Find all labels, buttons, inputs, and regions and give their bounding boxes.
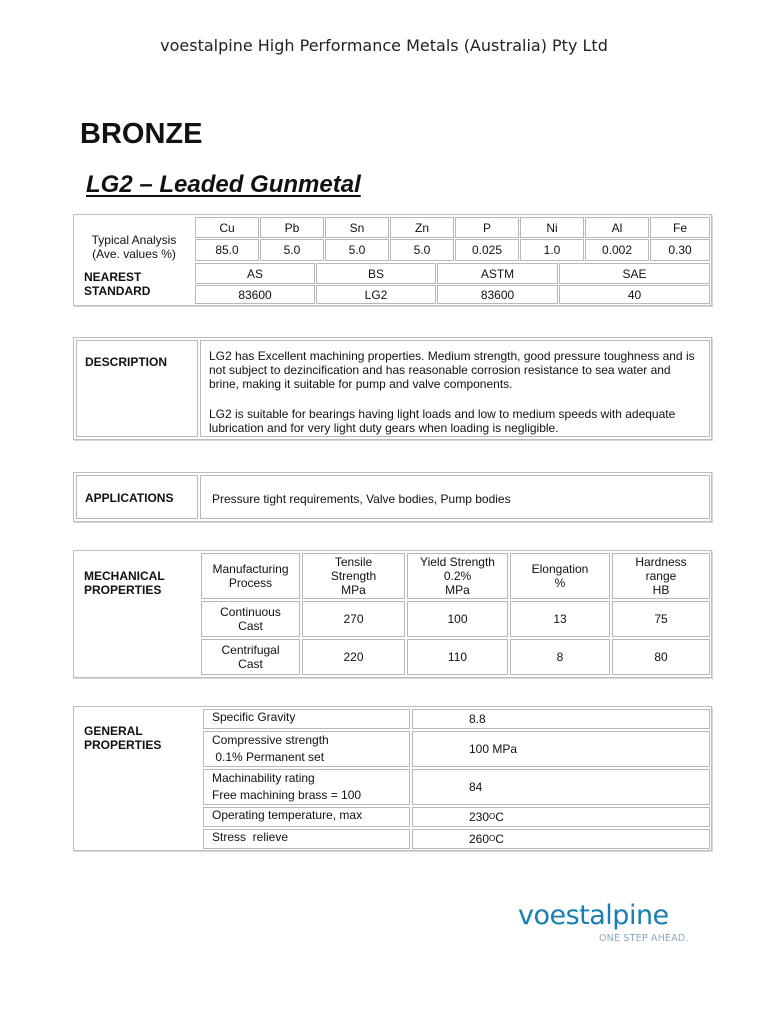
standard-header: ASTM bbox=[437, 263, 558, 284]
element-value: 85.0 bbox=[195, 239, 259, 261]
standard-header: SAE bbox=[559, 263, 710, 284]
header-yield-strength: Yield Strength 0.2% MPa bbox=[407, 553, 508, 599]
typical-analysis-label: Typical Analysis (Ave. values %) bbox=[91, 233, 177, 261]
property-value: 100 MPa bbox=[412, 731, 710, 767]
element-header: Cu bbox=[195, 217, 259, 238]
header-elongation: Elongation % bbox=[510, 553, 610, 599]
element-header: Sn bbox=[325, 217, 389, 238]
logo-wordmark: voestalpine bbox=[518, 900, 669, 931]
description-paragraph-2: LG2 is suitable for bearings having light loads and low to medium speeds with adequate lubrication and for very light duty gears when loading is negligible. bbox=[209, 407, 676, 435]
property-name: Operating temperature, max bbox=[203, 807, 410, 827]
property-value: 84 bbox=[412, 769, 710, 805]
nearest-standard-label: NEAREST STANDARD bbox=[84, 270, 151, 298]
applications-text: Pressure tight requirements, Valve bodies, Pump bodies bbox=[212, 492, 511, 506]
general-properties-table bbox=[73, 706, 712, 851]
composition-table bbox=[73, 214, 712, 306]
description-section bbox=[73, 337, 712, 440]
description-label: DESCRIPTION bbox=[85, 355, 168, 369]
applications-text-cell bbox=[200, 475, 710, 519]
element-header: Al bbox=[585, 217, 649, 238]
row-yield: 110 bbox=[407, 639, 508, 675]
row-tensile: 270 bbox=[302, 601, 405, 637]
description-text-cell bbox=[200, 340, 710, 437]
header-hardness: Hardness range HB bbox=[612, 553, 710, 599]
row-process: Continuous Cast bbox=[201, 601, 300, 637]
applications-section bbox=[73, 472, 712, 522]
mechanical-properties-label: MECHANICAL PROPERTIES bbox=[84, 569, 165, 597]
standard-code: 83600 bbox=[437, 285, 558, 304]
element-value: 5.0 bbox=[260, 239, 324, 261]
property-value: 8.8 bbox=[412, 709, 710, 729]
company-header: voestalpine High Performance Metals (Australia) Pty Ltd bbox=[160, 36, 608, 55]
applications-label-cell bbox=[76, 475, 198, 519]
page-title: BRONZE bbox=[80, 118, 203, 150]
description-paragraph-1: LG2 has Excellent machining properties. Medium strength, good pressure toughness and is not subject to dezincification and has reasonable corrosion resistance to sea water and brine, making it suitable for pump and valve components. bbox=[209, 349, 695, 391]
standard-header: BS bbox=[316, 263, 436, 284]
element-value: 0.30 bbox=[650, 239, 710, 261]
row-process: Centrifugal Cast bbox=[201, 639, 300, 675]
logo-tagline: ONE STEP AHEAD. bbox=[599, 933, 689, 944]
row-elongation: 8 bbox=[510, 639, 610, 675]
page-subtitle: LG2 – Leaded Gunmetal bbox=[86, 171, 361, 198]
row-hardness: 75 bbox=[612, 601, 710, 637]
property-name: Machinability rating Free machining brass = 100 bbox=[203, 769, 410, 805]
element-value: 0.002 bbox=[585, 239, 649, 261]
applications-label: APPLICATIONS bbox=[85, 491, 174, 505]
element-value: 0.025 bbox=[455, 239, 519, 261]
row-elongation: 13 bbox=[510, 601, 610, 637]
property-value: 260 O C bbox=[412, 829, 710, 849]
general-properties-label: GENERAL PROPERTIES bbox=[84, 724, 162, 752]
element-value: 1.0 bbox=[520, 239, 584, 261]
standard-code: 83600 bbox=[195, 285, 315, 304]
element-header: Pb bbox=[260, 217, 324, 238]
row-hardness: 80 bbox=[612, 639, 710, 675]
header-tensile-strength: Tensile Strength MPa bbox=[302, 553, 405, 599]
property-value: 230 O C bbox=[412, 807, 710, 827]
standard-header: AS bbox=[195, 263, 315, 284]
voestalpine-logo bbox=[518, 900, 698, 952]
element-header: Ni bbox=[520, 217, 584, 238]
mechanical-properties-table bbox=[73, 550, 712, 678]
row-tensile: 220 bbox=[302, 639, 405, 675]
property-name: Stress relieve bbox=[203, 829, 410, 849]
element-header: P bbox=[455, 217, 519, 238]
header-manufacturing-process: Manufacturing Process bbox=[201, 553, 300, 599]
row-yield: 100 bbox=[407, 601, 508, 637]
standard-code: 40 bbox=[559, 285, 710, 304]
description-label-cell bbox=[76, 340, 198, 437]
element-value: 5.0 bbox=[325, 239, 389, 261]
element-header: Zn bbox=[390, 217, 454, 238]
property-name: Specific Gravity bbox=[203, 709, 410, 729]
standard-code: LG2 bbox=[316, 285, 436, 304]
property-name: Compressive strength 0.1% Permanent set bbox=[203, 731, 410, 767]
element-header: Fe bbox=[650, 217, 710, 238]
element-value: 5.0 bbox=[390, 239, 454, 261]
